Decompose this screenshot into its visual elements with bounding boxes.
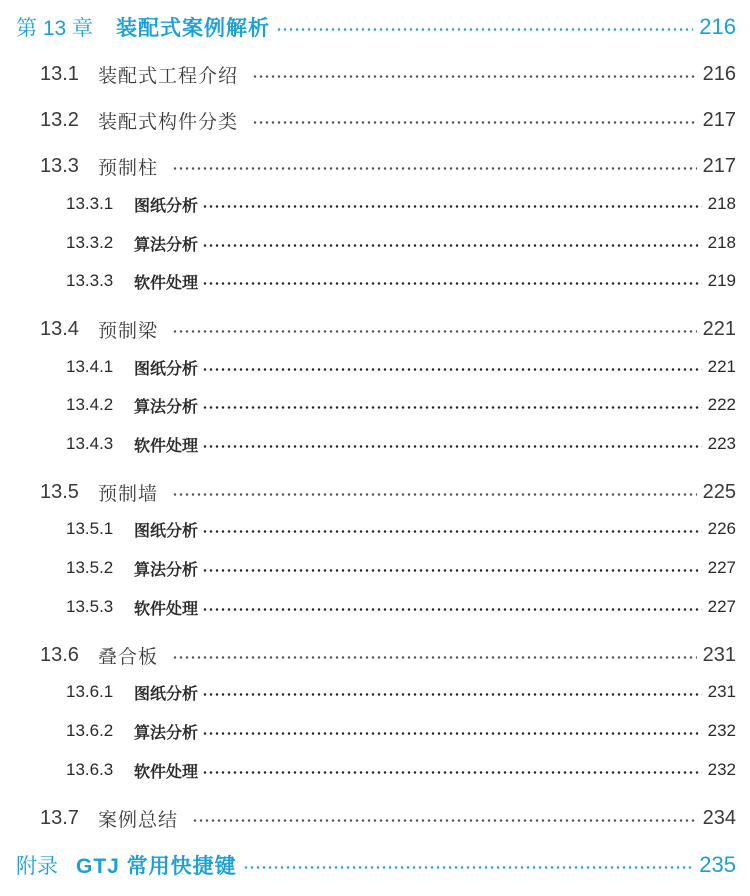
dot-leader [252,75,697,78]
section-title: 装配式工程介绍 [98,65,239,87]
toc-subsection-13-4-1[interactable] [66,354,736,380]
toc-subsection-13-5-3[interactable] [66,594,736,620]
toc-section-13-3[interactable] [40,152,736,180]
section-title: 案例总结 [98,809,179,831]
chapter-title: 装配式案例解析 [116,17,270,40]
subsection-title: 软件处理 [134,763,199,781]
page-number: 227 [707,597,736,616]
toc-section-13-4[interactable] [40,315,736,343]
subsection-title: 软件处理 [134,274,199,292]
toc-section-13-2[interactable] [40,106,736,134]
dot-leader [202,244,702,247]
dot-leader [202,608,702,611]
subsection-title: 图纸分析 [134,360,199,378]
dot-leader [202,368,702,371]
toc-subsection-13-4-2[interactable] [66,392,736,418]
subsection-title: 图纸分析 [134,685,199,703]
subsection-title: 算法分析 [134,398,199,416]
page-number: 216 [699,14,736,39]
toc-section-13-1[interactable] [40,60,736,88]
page-number: 223 [707,434,736,453]
page-number: 221 [707,357,736,376]
page-number: 217 [702,154,736,177]
toc-subsection-13-6-3[interactable] [66,757,736,783]
dot-leader [202,445,702,448]
dot-leader [172,656,697,659]
toc-appendix[interactable] [16,850,736,880]
section-number: 13.6 [40,643,79,666]
page-number: 235 [699,852,736,877]
toc-chapter-13[interactable] [16,12,736,42]
toc-subsection-13-3-2[interactable] [66,230,736,256]
section-number: 13.4 [40,317,79,340]
toc-subsection-13-4-3[interactable] [66,431,736,457]
subsection-title: 图纸分析 [134,197,199,215]
subsection-number: 13.3.1 [66,194,114,213]
page-number: 217 [702,108,736,131]
dot-leader [252,121,697,124]
section-title: 预制墙 [98,483,159,505]
section-title: 叠合板 [98,646,159,668]
subsection-number: 13.3.2 [66,233,114,252]
subsection-number: 13.6.2 [66,721,114,740]
subsection-title: 软件处理 [134,437,199,455]
toc-subsection-13-6-1[interactable] [66,679,736,705]
page-number: 234 [702,806,736,829]
dot-leader [202,771,702,774]
toc-subsection-13-6-2[interactable] [66,718,736,744]
subsection-number: 13.3.3 [66,271,114,290]
subsection-number: 13.5.2 [66,558,114,577]
page-number: 218 [707,194,736,213]
subsection-title: 图纸分析 [134,522,199,540]
page-number: 222 [707,395,736,414]
toc-subsection-13-5-1[interactable] [66,516,736,542]
subsection-title: 算法分析 [134,236,199,254]
subsection-number: 13.6.3 [66,760,114,779]
toc-subsection-13-3-1[interactable] [66,191,736,217]
page-number: 219 [707,271,736,290]
dot-leader [202,569,702,572]
page-number: 216 [702,62,736,85]
appendix-title: GTJ 常用快捷键 [76,855,237,878]
subsection-title: 算法分析 [134,724,199,742]
section-title: 装配式构件分类 [98,111,239,133]
section-number: 13.5 [40,480,79,503]
subsection-number: 13.4.1 [66,357,114,376]
section-number: 13.1 [40,62,79,85]
dot-leader [202,205,702,208]
appendix-label: 附录 [16,855,58,878]
toc-section-13-5[interactable] [40,478,736,506]
section-title: 预制梁 [98,320,159,342]
section-number: 13.2 [40,108,79,131]
dot-leader [172,167,697,170]
subsection-number: 13.5.3 [66,597,114,616]
page-number: 226 [707,519,736,538]
dot-leader [202,693,702,696]
dot-leader [202,530,702,533]
dot-leader [243,866,694,869]
dot-leader [202,732,702,735]
section-title: 预制柱 [98,157,159,179]
page-number: 232 [707,721,736,740]
page-number: 227 [707,558,736,577]
page-number: 218 [707,233,736,252]
chapter-number: 第 13 章 [16,17,94,40]
toc-section-13-7[interactable] [40,804,736,832]
dot-leader [202,406,702,409]
dot-leader [192,819,697,822]
page-number: 232 [707,760,736,779]
page-number: 231 [707,682,736,701]
toc-subsection-13-3-3[interactable] [66,268,736,294]
section-number: 13.7 [40,806,79,829]
page-number: 231 [702,643,736,666]
dot-leader [172,330,697,333]
dot-leader [172,493,697,496]
toc-section-13-6[interactable] [40,641,736,669]
subsection-number: 13.6.1 [66,682,114,701]
dot-leader [202,282,702,285]
subsection-number: 13.4.2 [66,395,114,414]
page-number: 221 [702,317,736,340]
subsection-number: 13.5.1 [66,519,114,538]
dot-leader [276,28,693,31]
subsection-title: 软件处理 [134,600,199,618]
page-number: 225 [702,480,736,503]
toc-subsection-13-5-2[interactable] [66,555,736,581]
subsection-title: 算法分析 [134,561,199,579]
subsection-number: 13.4.3 [66,434,114,453]
section-number: 13.3 [40,154,79,177]
